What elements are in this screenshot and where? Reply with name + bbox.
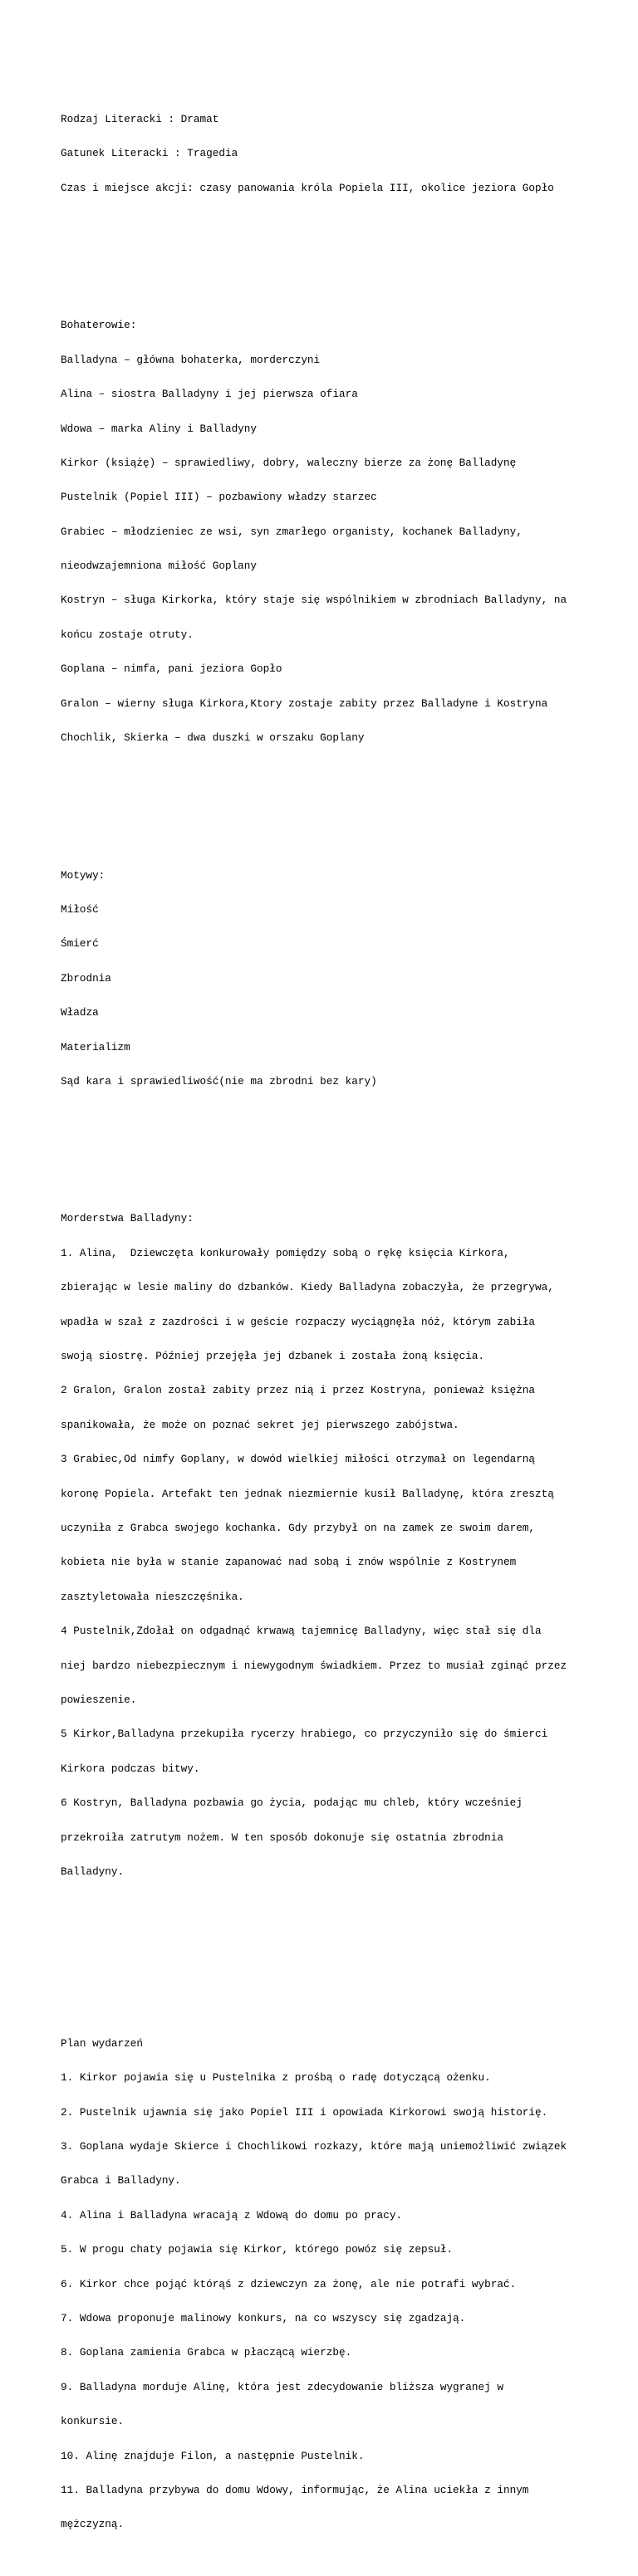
motif-line: Sąd kara i sprawiedliwość(nie ma zbrodni bez kary) bbox=[61, 1074, 377, 1088]
murder-line: przekroiła zatrutym nożem. W ten sposób dokonuje się ostatnia zbrodnia bbox=[61, 1831, 503, 1844]
murder-line: swoją siostrę. Później przejęła jej dzbanek i została żoną księcia. bbox=[61, 1350, 485, 1363]
section-spacer bbox=[61, 1145, 626, 1156]
murder-line: uczyniła z Grabca swojego kochanka. Gdy przybył on na zamek ze swoim darem, bbox=[61, 1522, 536, 1534]
characters-heading: Bohaterowie: bbox=[61, 319, 137, 332]
subgenre-line: Gatunek Literacki : Tragedia bbox=[61, 147, 238, 160]
document-header bbox=[61, 90, 626, 217]
character-line: Kostryn – sługa Kirkorka, który staje się wspólnikiem w zbrodniach Balladyny, na bbox=[61, 594, 567, 607]
time-place-line: Czas i miejsce akcji: czasy panowania króla Popiela III, okolice jeziora Gopło bbox=[61, 181, 554, 194]
character-line: Gralon – wierny sługa Kirkora,Ktory zostaje zabity przez Balladyne i Kostryna bbox=[61, 697, 548, 710]
plan-line: 2. Pustelnik ujawnia się jako Popiel III i opowiada Kirkorowi swoją historię. bbox=[61, 2105, 548, 2119]
murder-line: 5 Kirkor,Balladyna przekupiła rycerzy hrabiego, co przyczyniło się do śmierci bbox=[61, 1728, 548, 1741]
motifs-section bbox=[61, 847, 626, 1110]
plan-line: mężczyzną. bbox=[61, 2518, 125, 2531]
murder-line: koronę Popiela. Artefakt ten jednak niezmiernie kusił Balladynę, która zresztą bbox=[61, 1487, 554, 1500]
plan-line: 10. Alinę znajduje Filon, a następnie Pustelnik. bbox=[61, 2449, 365, 2462]
document-page bbox=[61, 56, 626, 2576]
character-line: Wdowa – marka Aliny i Balladyny bbox=[61, 422, 258, 435]
plan-line: 1. Kirkor pojawia się u Pustelnika z prośbą o radę dotyczącą ożenku. bbox=[61, 2071, 491, 2085]
murder-line: Kirkora podczas bitwy. bbox=[61, 1762, 200, 1775]
plan-line: 4. Alina i Balladyna wracają z Wdową do domu po pracy. bbox=[61, 2208, 403, 2222]
murder-line: zasztyletowała nieszczęśnika. bbox=[61, 1590, 244, 1603]
motif-line: Śmierć bbox=[61, 937, 99, 951]
murders-section bbox=[61, 1190, 626, 1900]
plan-line: konkursie. bbox=[61, 2415, 125, 2428]
plan-heading: Plan wydarzeń bbox=[61, 2036, 143, 2050]
murder-line: 4 Pustelnik,Zdołał on odgadnąć krwawą tajemnicę Balladyny, więc stał się dla bbox=[61, 1625, 542, 1638]
murder-line: powieszenie. bbox=[61, 1693, 137, 1706]
murder-line: 3 Grabiec,Od nimfy Goplany, w dowód wielkiej miłości otrzymał on legendarną bbox=[61, 1453, 536, 1466]
murder-line: 2 Gralon, Gralon został zabity przez nią i przez Kostryna, ponieważ księżna bbox=[61, 1384, 536, 1397]
murder-line: 6 Kostryn, Balladyna pozbawia go życia, podając mu chleb, który wcześniej bbox=[61, 1796, 523, 1810]
plan-section bbox=[61, 2015, 626, 2553]
plan-line: 11. Balladyna przybywa do domu Wdowy, informując, że Alina uciekła z innym bbox=[61, 2483, 529, 2496]
motif-line: Materializm bbox=[61, 1040, 130, 1053]
character-line: Alina – siostra Balladyny i jej pierwsza ofiara bbox=[61, 388, 358, 401]
character-line: końcu zostaje otruty. bbox=[61, 628, 194, 641]
character-line: Chochlik, Skierka – dwa duszki w orszaku Goplany bbox=[61, 731, 365, 745]
section-spacer bbox=[61, 1969, 626, 1981]
genre-line: Rodzaj Literacki : Dramat bbox=[61, 112, 219, 125]
character-line: nieodwzajemniona miłość Goplany bbox=[61, 560, 258, 573]
plan-line: Grabca i Balladyny. bbox=[61, 2174, 181, 2187]
section-spacer bbox=[61, 252, 626, 263]
plan-line: 7. Wdowa proponuje malinowy konkurs, na co wszyscy się zgadzają. bbox=[61, 2311, 466, 2324]
character-line: Grabiec – młodzieniec ze wsi, syn zmarłego organisty, kochanek Balladyny, bbox=[61, 525, 523, 538]
plan-line: 3. Goplana wydaje Skierce i Chochlikowi rozkazy, które mają uniemożliwić związek bbox=[61, 2140, 567, 2153]
motif-line: Zbrodnia bbox=[61, 971, 111, 985]
character-line: Balladyna – główna bohaterka, morderczyni bbox=[61, 353, 321, 366]
motif-line: Miłość bbox=[61, 902, 99, 916]
plan-line: 8. Goplana zamienia Grabca w płaczącą wierzbę. bbox=[61, 2346, 352, 2359]
characters-section bbox=[61, 297, 626, 767]
plan-line: 5. W progu chaty pojawia się Kirkor, którego powóz się zepsuł. bbox=[61, 2243, 454, 2256]
murder-line: 1. Alina, Dziewczęta konkurowały pomiędzy sobą o rękę księcia Kirkora, bbox=[61, 1246, 510, 1259]
murder-line: spanikowała, że może on poznać sekret jej pierwszego zabójstwa. bbox=[61, 1418, 459, 1431]
character-line: Goplana – nimfa, pani jeziora Gopło bbox=[61, 662, 282, 676]
motifs-heading: Motywy: bbox=[61, 868, 106, 882]
murder-line: niej bardzo niebezpiecznym i niewygodnym świadkiem. Przez to musiał zginąć przez bbox=[61, 1659, 567, 1672]
murder-line: zbierając w lesie maliny do dzbanków. Kiedy Balladyna zobaczyła, że przegrywa, bbox=[61, 1281, 554, 1294]
motif-line: Władza bbox=[61, 1006, 99, 1019]
murder-line: kobieta nie była w stanie zapanować nad sobą i znów wspólnie z Kostrynem bbox=[61, 1556, 517, 1569]
section-spacer bbox=[61, 1935, 626, 1947]
murder-line: wpadła w szał z zazdrości i w geście rozpaczy wyciągnęła nóż, którym zabiła bbox=[61, 1315, 536, 1328]
section-spacer bbox=[61, 801, 626, 813]
murders-heading: Morderstwa Balladyny: bbox=[61, 1212, 194, 1225]
character-line: Kirkor (książę) – sprawiedliwy, dobry, waleczny bierze za żonę Balladynę bbox=[61, 456, 517, 469]
plan-line: 6. Kirkor chce pojąć którąś z dziewczyn za żonę, ale nie potrafi wybrać. bbox=[61, 2277, 517, 2290]
murder-line: Balladyny. bbox=[61, 1865, 125, 1878]
character-line: Pustelnik (Popiel III) – pozbawiony władzy starzec bbox=[61, 491, 377, 504]
plan-line: 9. Balladyna morduje Alinę, która jest zdecydowanie bliższa wygranej w bbox=[61, 2380, 503, 2393]
